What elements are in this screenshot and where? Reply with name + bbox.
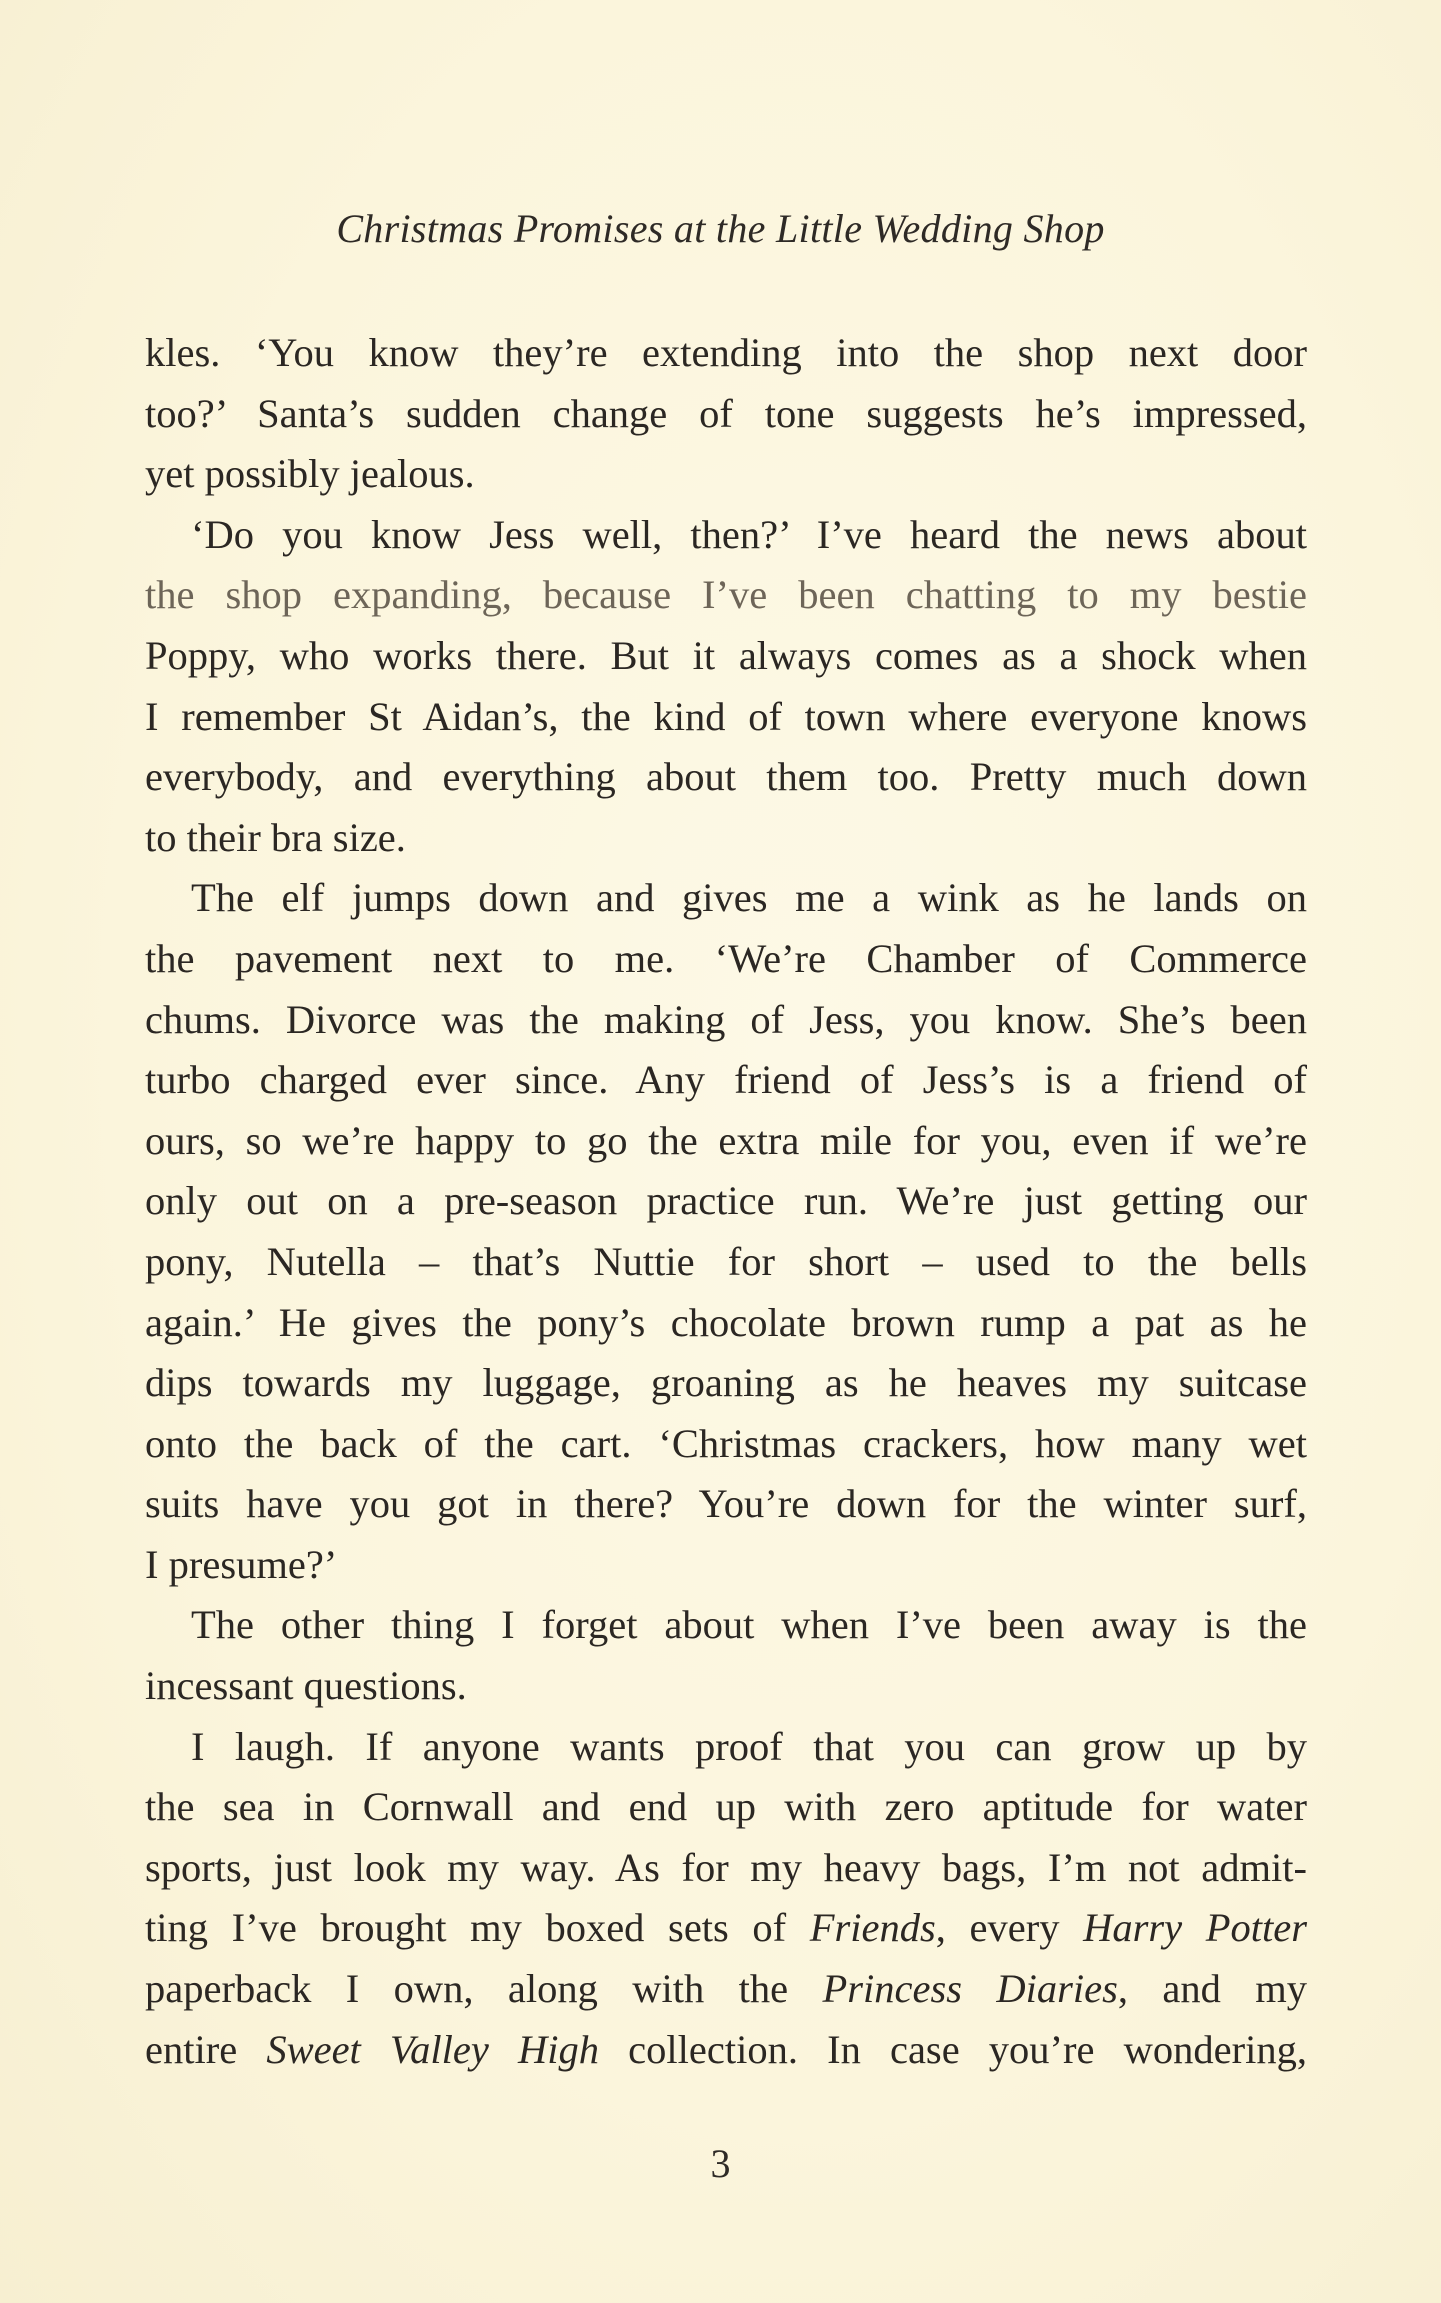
text-line: too?’ Santa’s sudden change of tone suggests he’s impressed, (145, 390, 1307, 436)
text-line: suits have you got in there? You’re down for the winter surf, (145, 1481, 1307, 1527)
running-head: Christmas Promises at the Little Wedding Shop (336, 206, 1105, 251)
book-title-princess-diaries: Princess Diaries (822, 1966, 1118, 2012)
text-line: Poppy, who works there. But it always comes as a shock when (145, 632, 1307, 678)
text-line: I presume?’ (145, 1541, 338, 1587)
text-line: dips towards my luggage, groaning as he heaves my suitcase (145, 1360, 1307, 1406)
text-line: again.’ He gives the pony’s chocolate brown rump a pat as he (145, 1299, 1307, 1345)
text-line: incessant questions. (145, 1663, 467, 1709)
text-segment: entire (145, 2026, 267, 2072)
text-line: sports, just look my way. As for my heavy bags, I’m not admit- (145, 1844, 1307, 1890)
text-line: chums. Divorce was the making of Jess, you know. She’s been (145, 996, 1307, 1042)
body-text (145, 323, 1307, 2080)
text-line: kles. ‘You know they’re extending into the shop next door (145, 330, 1307, 375)
text-line: ‘Do you know Jess well, then?’ I’ve heard the news about (191, 511, 1307, 557)
text-line (145, 1959, 1307, 2020)
text-line: pony, Nutella – that’s Nuttie for short – used to the bells (145, 1238, 1307, 1284)
text-line: the pavement next to me. ‘We’re Chamber of Commerce (145, 935, 1307, 981)
text-line (145, 1898, 1307, 1959)
text-segment: ting I’ve brought my boxed sets of (145, 1905, 810, 1951)
text-line: everybody, and everything about them too. Pretty much down (145, 754, 1307, 800)
text-line: the shop expanding, because I’ve been chatting to my bestie (145, 572, 1307, 618)
book-title-friends: Friends (809, 1905, 936, 1951)
book-title-sweet-valley-high: Sweet Valley High (266, 2026, 600, 2072)
text-line: only out on a pre-season practice run. We’re just getting our (145, 1178, 1307, 1224)
text-segment: collection. In case you’re wondering, (599, 2026, 1307, 2072)
text-line: to their bra size. (145, 814, 406, 860)
text-segment: paperback I own, along with the (145, 1966, 823, 2012)
page-number: 3 (710, 2141, 731, 2186)
text-line: The elf jumps down and gives me a wink as he lands on (191, 875, 1307, 921)
text-line: ours, so we’re happy to go the extra mile for you, even if we’re (145, 1117, 1307, 1163)
text-segment: , every (935, 1905, 1084, 1951)
text-line (145, 2020, 1307, 2081)
text-segment: , and my (1117, 1966, 1307, 2012)
text-line: yet possibly jealous. (145, 451, 475, 497)
book-title-harry-potter: Harry Potter (1083, 1905, 1307, 1951)
text-line: I remember St Aidan’s, the kind of town where everyone knows (145, 693, 1307, 739)
text-line: onto the back of the cart. ‘Christmas crackers, how many wet (145, 1420, 1307, 1466)
text-line: I laugh. If anyone wants proof that you can grow up by (191, 1723, 1307, 1769)
text-line: turbo charged ever since. Any friend of Jess’s is a friend of (145, 1057, 1307, 1103)
text-line: The other thing I forget about when I’ve been away is the (191, 1602, 1307, 1648)
text-line: the sea in Cornwall and end up with zero aptitude for water (145, 1784, 1307, 1830)
